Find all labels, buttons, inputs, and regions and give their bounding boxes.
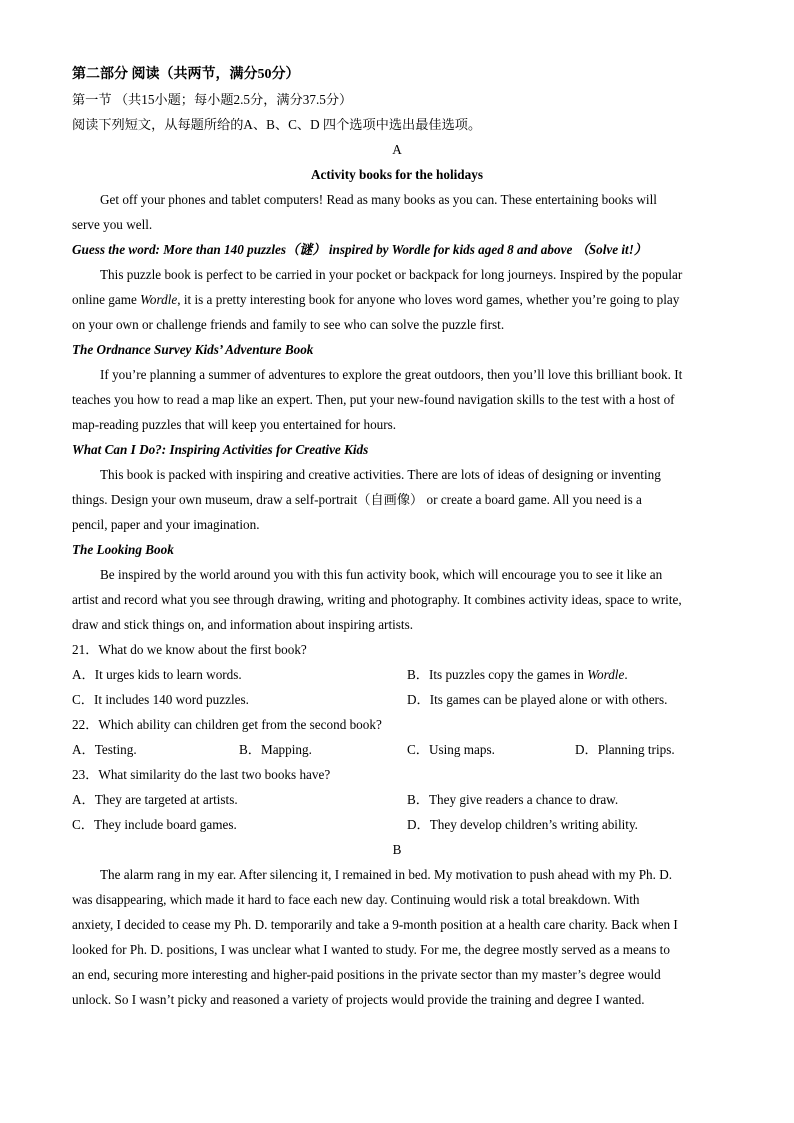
passage-b-line: unlock. So I wasn’t picky and reasoned a variety of projects would provide the training and degree I wanted. [72,992,645,1007]
book-text-line: Be inspired by the world around you with this fun activity book, which will encourage you to see it like an [100,567,663,582]
option-c[interactable]: C．They include board games. [72,817,237,832]
book-text-line [72,287,722,312]
option-a[interactable]: A．Testing. [72,742,137,757]
intro-line: Get off your phones and tablet computers! Read as many books as you can. These entertaining books will [100,192,657,207]
book-title: The Looking Book [72,542,174,557]
option-row [72,737,722,762]
book-title: The Ordnance Survey Kids’ Adventure Book [72,342,314,357]
part1-header: 第一节 （共15小题；每小题2.5分，满分37.5分） [72,92,353,107]
option-c[interactable]: C．Using maps. [407,742,495,757]
passage-a-letter: A [392,142,402,157]
book-title: What Can I Do?: Inspiring Activities for Creative Kids [72,442,369,457]
option-d[interactable]: D．They develop children’s writing ability. [407,817,638,832]
instructions: 阅读下列短文，从每题所给的A、B、C、D 四个选项中选出最佳选项。 [72,117,482,132]
book-text-line: things. Design your own museum, draw a self-portrait（自画像） or create a board game. All you need is a [72,492,642,507]
passage-b-letter: B [392,842,402,857]
passage-b-line: was disappearing, which made it hard to face each new day. Continuing would risk a total breakdown. With [72,892,640,907]
passage-b-line: The alarm rang in my ear. After silencing it, I remained in bed. My motivation to push ahead with my Ph. D. [100,867,673,882]
option-b[interactable] [407,662,628,687]
book-text-line: on your own or challenge friends and family to see who can solve the puzzle first. [72,317,505,332]
option-a[interactable]: A．They are targeted at artists. [72,792,238,807]
book-title: Guess the word: More than 140 puzzles（谜） inspired by Wordle for kids aged 8 and above （Solve it!） [72,242,648,257]
option-row [72,787,722,812]
book-text-line: pencil, paper and your imagination. [72,517,260,532]
section-header: 第二部分 阅读（共两节，满分50分） [72,67,300,82]
text-segment: , it is a pretty interesting book for anyone who loves word games, whether you’re going to play [177,292,680,307]
book-text-line: teaches you how to read a map like an expert. Then, put your new-found navigation skills to the test with a host of [72,392,675,407]
text-segment: online game [72,292,141,307]
exam-page [72,62,722,1012]
wordle-title: Wordle [140,292,178,307]
question-stem: 23．What similarity do the last two books have? [72,767,331,782]
option-c[interactable]: C．It includes 140 word puzzles. [72,692,249,707]
text-segment: B．Its puzzles copy the games in [407,667,588,682]
option-row [72,812,722,837]
option-row [72,662,722,687]
intro-line: serve you well. [72,217,153,232]
book-text-line: map-reading puzzles that will keep you entertained for hours. [72,417,397,432]
option-a[interactable]: A．It urges kids to learn words. [72,667,242,682]
option-row [72,687,722,712]
question-stem: 22．Which ability can children get from the second book? [72,717,382,732]
passage-b-line: anxiety, I decided to cease my Ph. D. temporarily and take a 9-month position at a health care charity. Back when I [72,917,678,932]
option-b[interactable]: B．They give readers a chance to draw. [407,792,619,807]
passage-a-title: Activity books for the holidays [311,167,483,182]
option-d[interactable]: D．Its games can be played alone or with others. [407,692,668,707]
book-text-line: artist and record what you see through drawing, writing and photography. It combines activity ideas, space to write, [72,592,682,607]
wordle-title: Wordle [587,667,625,682]
question-stem: 21．What do we know about the first book? [72,642,307,657]
book-text-line: This puzzle book is perfect to be carried in your pocket or backpack for long journeys. Inspired by the popular [100,267,683,282]
passage-b-line: an end, securing more interesting and higher-paid positions in the private sector than my master’s degree would [72,967,661,982]
book-text-line: draw and stick things on, and information about inspiring artists. [72,617,413,632]
book-text-line: This book is packed with inspiring and creative activities. There are lots of ideas of designing or inventing [100,467,661,482]
passage-b-line: looked for Ph. D. positions, I was unclear what I wanted to study. For me, the degree mostly served as a means to [72,942,670,957]
book-text-line: If you’re planning a summer of adventures to explore the great outdoors, then you’ll love this brilliant book. It [100,367,683,382]
option-b[interactable]: B．Mapping. [239,742,312,757]
option-d[interactable]: D．Planning trips. [575,742,675,757]
text-segment: . [624,667,628,682]
